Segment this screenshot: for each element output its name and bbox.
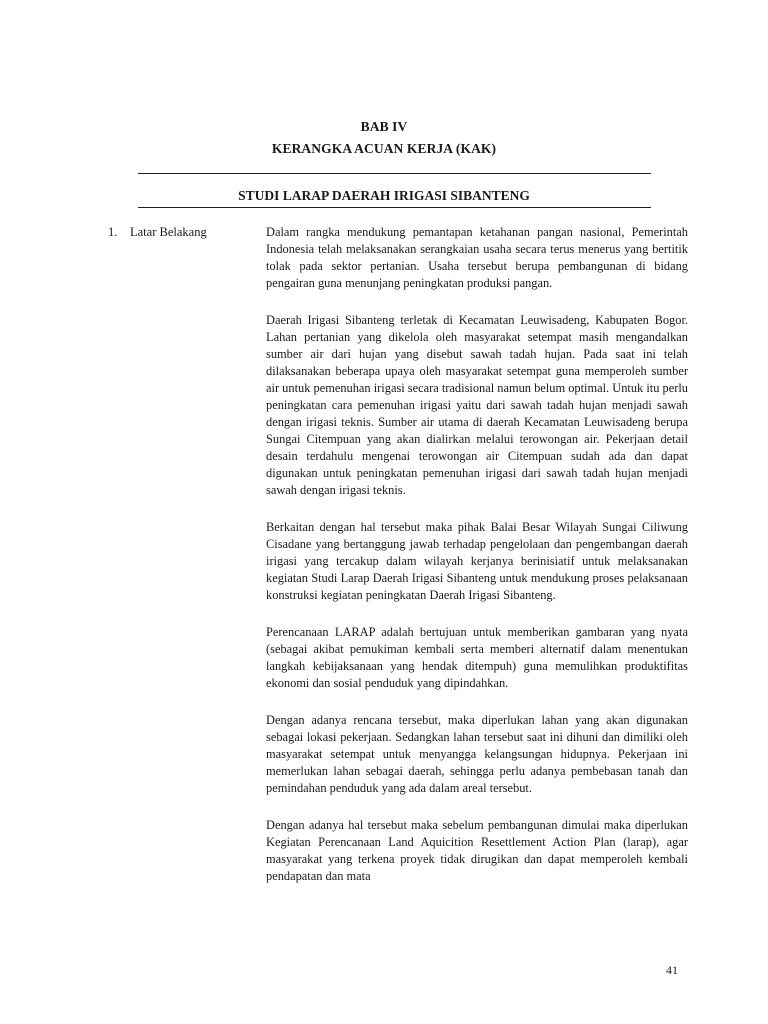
top-divider bbox=[138, 173, 651, 174]
paragraph-4: Perencanaan LARAP adalah bertujuan untuk memberikan gambaran yang nyata (sebagai akibat pemukiman kembali serta memberi alternatif dalam menentukan langkah kebijaksanaan yang hendak ditempuh) guna memulihkan produktifitas ekonomi dan sosial penduduk yang dipindahkan. bbox=[266, 625, 688, 690]
chapter-heading: BAB IV bbox=[360, 119, 408, 134]
paragraph-5: Dengan adanya rencana tersebut, maka diperlukan lahan yang akan digunakan sebagai lokasi pekerjaan. Sedangkan lahan tersebut saat ini dihuni dan dimiliki oleh masyarakat setempat untuk menyangga kelangsungan hidupnya. Pekerjaan ini memerlukan lahan sebagai daerah, sehingga perlu adanya pembebasan tanah dan pemindahan penduduk yang ada dalam areal tersebut. bbox=[266, 713, 688, 795]
page-number: 41 bbox=[666, 963, 678, 977]
paragraph-6: Dengan adanya hal tersebut maka sebelum pembangunan dimulai maka diperlukan Kegiatan Perencanaan Land Aquicition Resettlement Action Plan (larap), agar masyarakat yang terkena proyek tidak dirugikan dan dapat memperoleh kembali pendapatan dan mata bbox=[266, 818, 688, 883]
body-text bbox=[266, 224, 688, 905]
bottom-divider bbox=[138, 207, 651, 208]
paragraph-3: Berkaitan dengan hal tersebut maka pihak Balai Besar Wilayah Sungai Ciliwung Cisadane yang bertanggung jawab terhadap pengelolaan dan pengembangan daerah irigasi yang tercakup dalam wilayah kerjanya berinisiatif untuk melaksanakan kegiatan Studi Larap Daerah Irigasi Sibanteng untuk mendukung proses pelaksanaan konstruksi kegiatan peningkatan Daerah Irigasi Sibanteng. bbox=[266, 520, 688, 602]
section-label: Latar Belakang bbox=[130, 225, 207, 239]
document-subtitle: STUDI LARAP DAERAH IRIGASI SIBANTENG bbox=[238, 188, 530, 203]
paragraph-1: Dalam rangka mendukung pemantapan ketahanan pangan nasional, Pemerintah Indonesia telah melaksanakan serangkaian usaha secara terus menerus yang bertitik tolak pada sektor pertanian. Usaha tersebut berupa pembangunan di bidang pengairan guna menunjang peningkatan produksi pangan. bbox=[266, 225, 688, 290]
paragraph-2: Daerah Irigasi Sibanteng terletak di Kecamatan Leuwisadeng, Kabupaten Bogor. Lahan pertanian yang dikelola oleh masyarakat setempat masih mengandalkan sumber air dari hujan yang disebut sawah tadah hujan. Pada saat ini telah dilaksanakan beberapa upaya oleh masyarakat setempat guna memperoleh sumber air untuk pemenuhan irigasi secara tradisional namun belum optimal. Untuk itu perlu peningkatan cara pemenuhan irigasi yaitu dari sawah tadah hujan menjadi sawah dengan irigasi teknis. Sumber air utama di daerah Kecamatan Leuwisadeng berupa Sungai Citempuan yang akan dialirkan melalui terowongan air. Pekerjaan detail desain terdahulu mengenai terowongan air Citempuan sudah ada dan dapat digunakan untuk peningkatan pemenuhan irigasi dari sawah tadah hujan menjadi sawah dengan irigasi teknis. bbox=[266, 313, 688, 497]
document-title: KERANGKA ACUAN KERJA (KAK) bbox=[271, 141, 497, 156]
section-number: 1. bbox=[108, 225, 118, 239]
